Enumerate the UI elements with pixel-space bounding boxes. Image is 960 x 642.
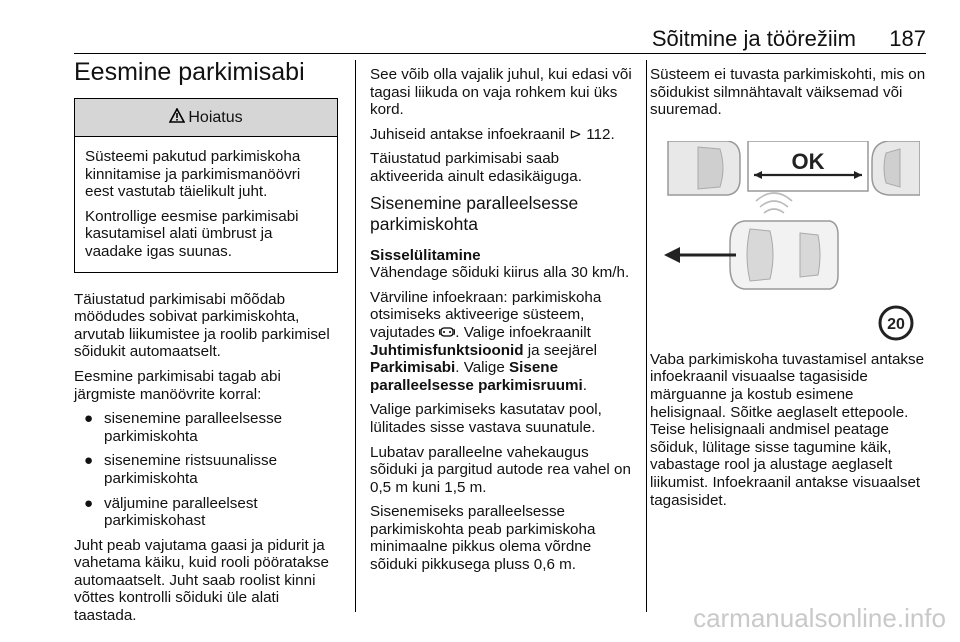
parked-car-right	[872, 141, 920, 195]
column-3	[650, 66, 930, 516]
subheading: Sisenemine paralleelsesse parkimiskohta	[370, 192, 579, 234]
section-title: Eesmine parkimisabi	[74, 58, 305, 86]
page-ref[interactable]: 112	[586, 125, 611, 143]
column-2	[370, 66, 635, 581]
list-item	[74, 495, 344, 530]
paragraph-text: Juhiseid antakse infoekraanil	[370, 125, 566, 143]
paragraph-text: Värviline infoekraan: parkimiskoha otsimiseks aktiveerige süsteem, vajutades	[370, 288, 602, 341]
paragraph-text: . Valige	[455, 359, 505, 377]
bullet-icon: ●	[84, 452, 94, 470]
parking-figure	[650, 141, 920, 341]
paragraph-text: ja seejärel	[527, 341, 598, 359]
list-item	[74, 410, 344, 445]
warning-header	[75, 99, 337, 137]
bullet-icon: ●	[84, 410, 94, 428]
paragraph: Valige parkimiseks kasutatav pool, lülitades sisse vastava suunatule.	[370, 401, 602, 436]
warning-body	[75, 137, 337, 272]
arrow-left-icon	[664, 247, 680, 263]
paragraph: See võib olla vajalik juhul, kui edasi või tagasi liikuda on vaja rohkem kui üks kord.	[370, 66, 632, 119]
paragraph: Juhiseid antakse infoekraanil ⊳ 112.	[370, 125, 615, 143]
warning-paragraph: Kontrollige eesmise parkimisabi kasutamisel alati ümbrust ja vaadake igas suunas.	[85, 207, 299, 260]
warning-paragraph: Süsteemi pakutud parkimiskoha kinnitamise ja parkimismanöövri eest vastutab täielikult juht.	[85, 148, 301, 201]
column-divider	[646, 60, 647, 612]
paragraph: Eesmine parkimisabi tagab abi järgmiste manöövrite korral:	[74, 367, 281, 403]
figure-number: 20	[887, 315, 905, 333]
list-item-text: sisenemine paralleelsesse parkimiskohta	[104, 410, 283, 445]
sub-subheading: Sisselülitamine	[370, 246, 481, 264]
header-title: Sõitmine ja töörežiim	[651, 26, 856, 51]
paragraph: Täiustatud parkimisabi mõõdab möödudes sobivat parkimiskohta, arvutab liikumistee ja roolib parkimisel sõidukit automaatselt.	[74, 290, 330, 361]
header-rule	[74, 53, 926, 54]
page-header	[74, 24, 926, 54]
list-item	[74, 452, 344, 487]
column-divider	[355, 60, 356, 612]
paragraph	[370, 289, 635, 395]
paragraph: Juht peab vajutama gaasi ja pidurit ja vahetama käiku, kuid rooli pööratakse automaatselt. Juht saab roolist kinni võttes kontrolli sõiduki üle alati taastada.	[74, 536, 329, 625]
paragraph: Vaba parkimiskoha tuvastamisel antakse infoekraanil visuaalse tagasiside märguanne ja kostub esimene helisignaal. Sõitke aeglaselt ettepoole. Teise helisignaali andmisel peatage sõiduk, lülitage sisse tagumine käik, vabastage rool ja alustage aeglaselt liikumist. Infoekraanil antakse visuaalset tagasisidet.	[650, 350, 925, 509]
paragraph: Lubatav paralleelne vahekaugus sõiduki ja pargitud autode rea vahel on 0,5 m kuni 1,5 m.	[370, 443, 631, 496]
sensor-waves-icon	[756, 193, 792, 213]
page-number: 187	[889, 26, 926, 51]
list-item-text: sisenemine ristsuunalisse parkimiskohta	[104, 452, 278, 487]
column-1	[74, 98, 344, 632]
menu-label: Parkimisabi	[370, 359, 456, 377]
warning-triangle-icon	[169, 108, 185, 123]
footer-watermark[interactable]: carmanualsonline.info	[693, 603, 946, 633]
paragraph: Vähendage sõiduki kiirus alla 30 km/h.	[370, 264, 630, 282]
parking-assist-icon	[439, 325, 455, 339]
parked-car-left	[668, 141, 740, 195]
paragraph: Sisenemiseks paralleelsesse parkimiskohta peab parkimiskoha minimaalne pikkus olema võrdne sõiduki pikkusega pluss 0,6 m.	[370, 503, 596, 574]
bullet-icon: ●	[84, 494, 94, 512]
menu-label: Juhtimisfunktsioonid	[370, 341, 524, 359]
menu-label: Sisene paralleelsesse parkimisruumi	[370, 359, 583, 394]
parking-illustration	[650, 141, 920, 341]
moving-car	[730, 221, 838, 289]
paragraph: Süsteem ei tuvasta parkimiskohti, mis on sõidukist silmnähtavalt väiksemad või suuremad.	[650, 66, 926, 119]
ok-label: OK	[791, 148, 825, 174]
list-item-text: väljumine paralleelsest parkimiskohast	[104, 494, 258, 530]
paragraph-text: . Valige infoekraanilt	[455, 323, 591, 341]
page-ref-icon: ⊳	[569, 125, 582, 143]
warning-box	[74, 98, 338, 273]
warning-title: Hoiatus	[188, 109, 243, 126]
paragraph: Täiustatud parkimisabi saab aktiveerida ainult edasikäiguga.	[370, 150, 582, 185]
paragraph-text: .	[582, 376, 587, 394]
